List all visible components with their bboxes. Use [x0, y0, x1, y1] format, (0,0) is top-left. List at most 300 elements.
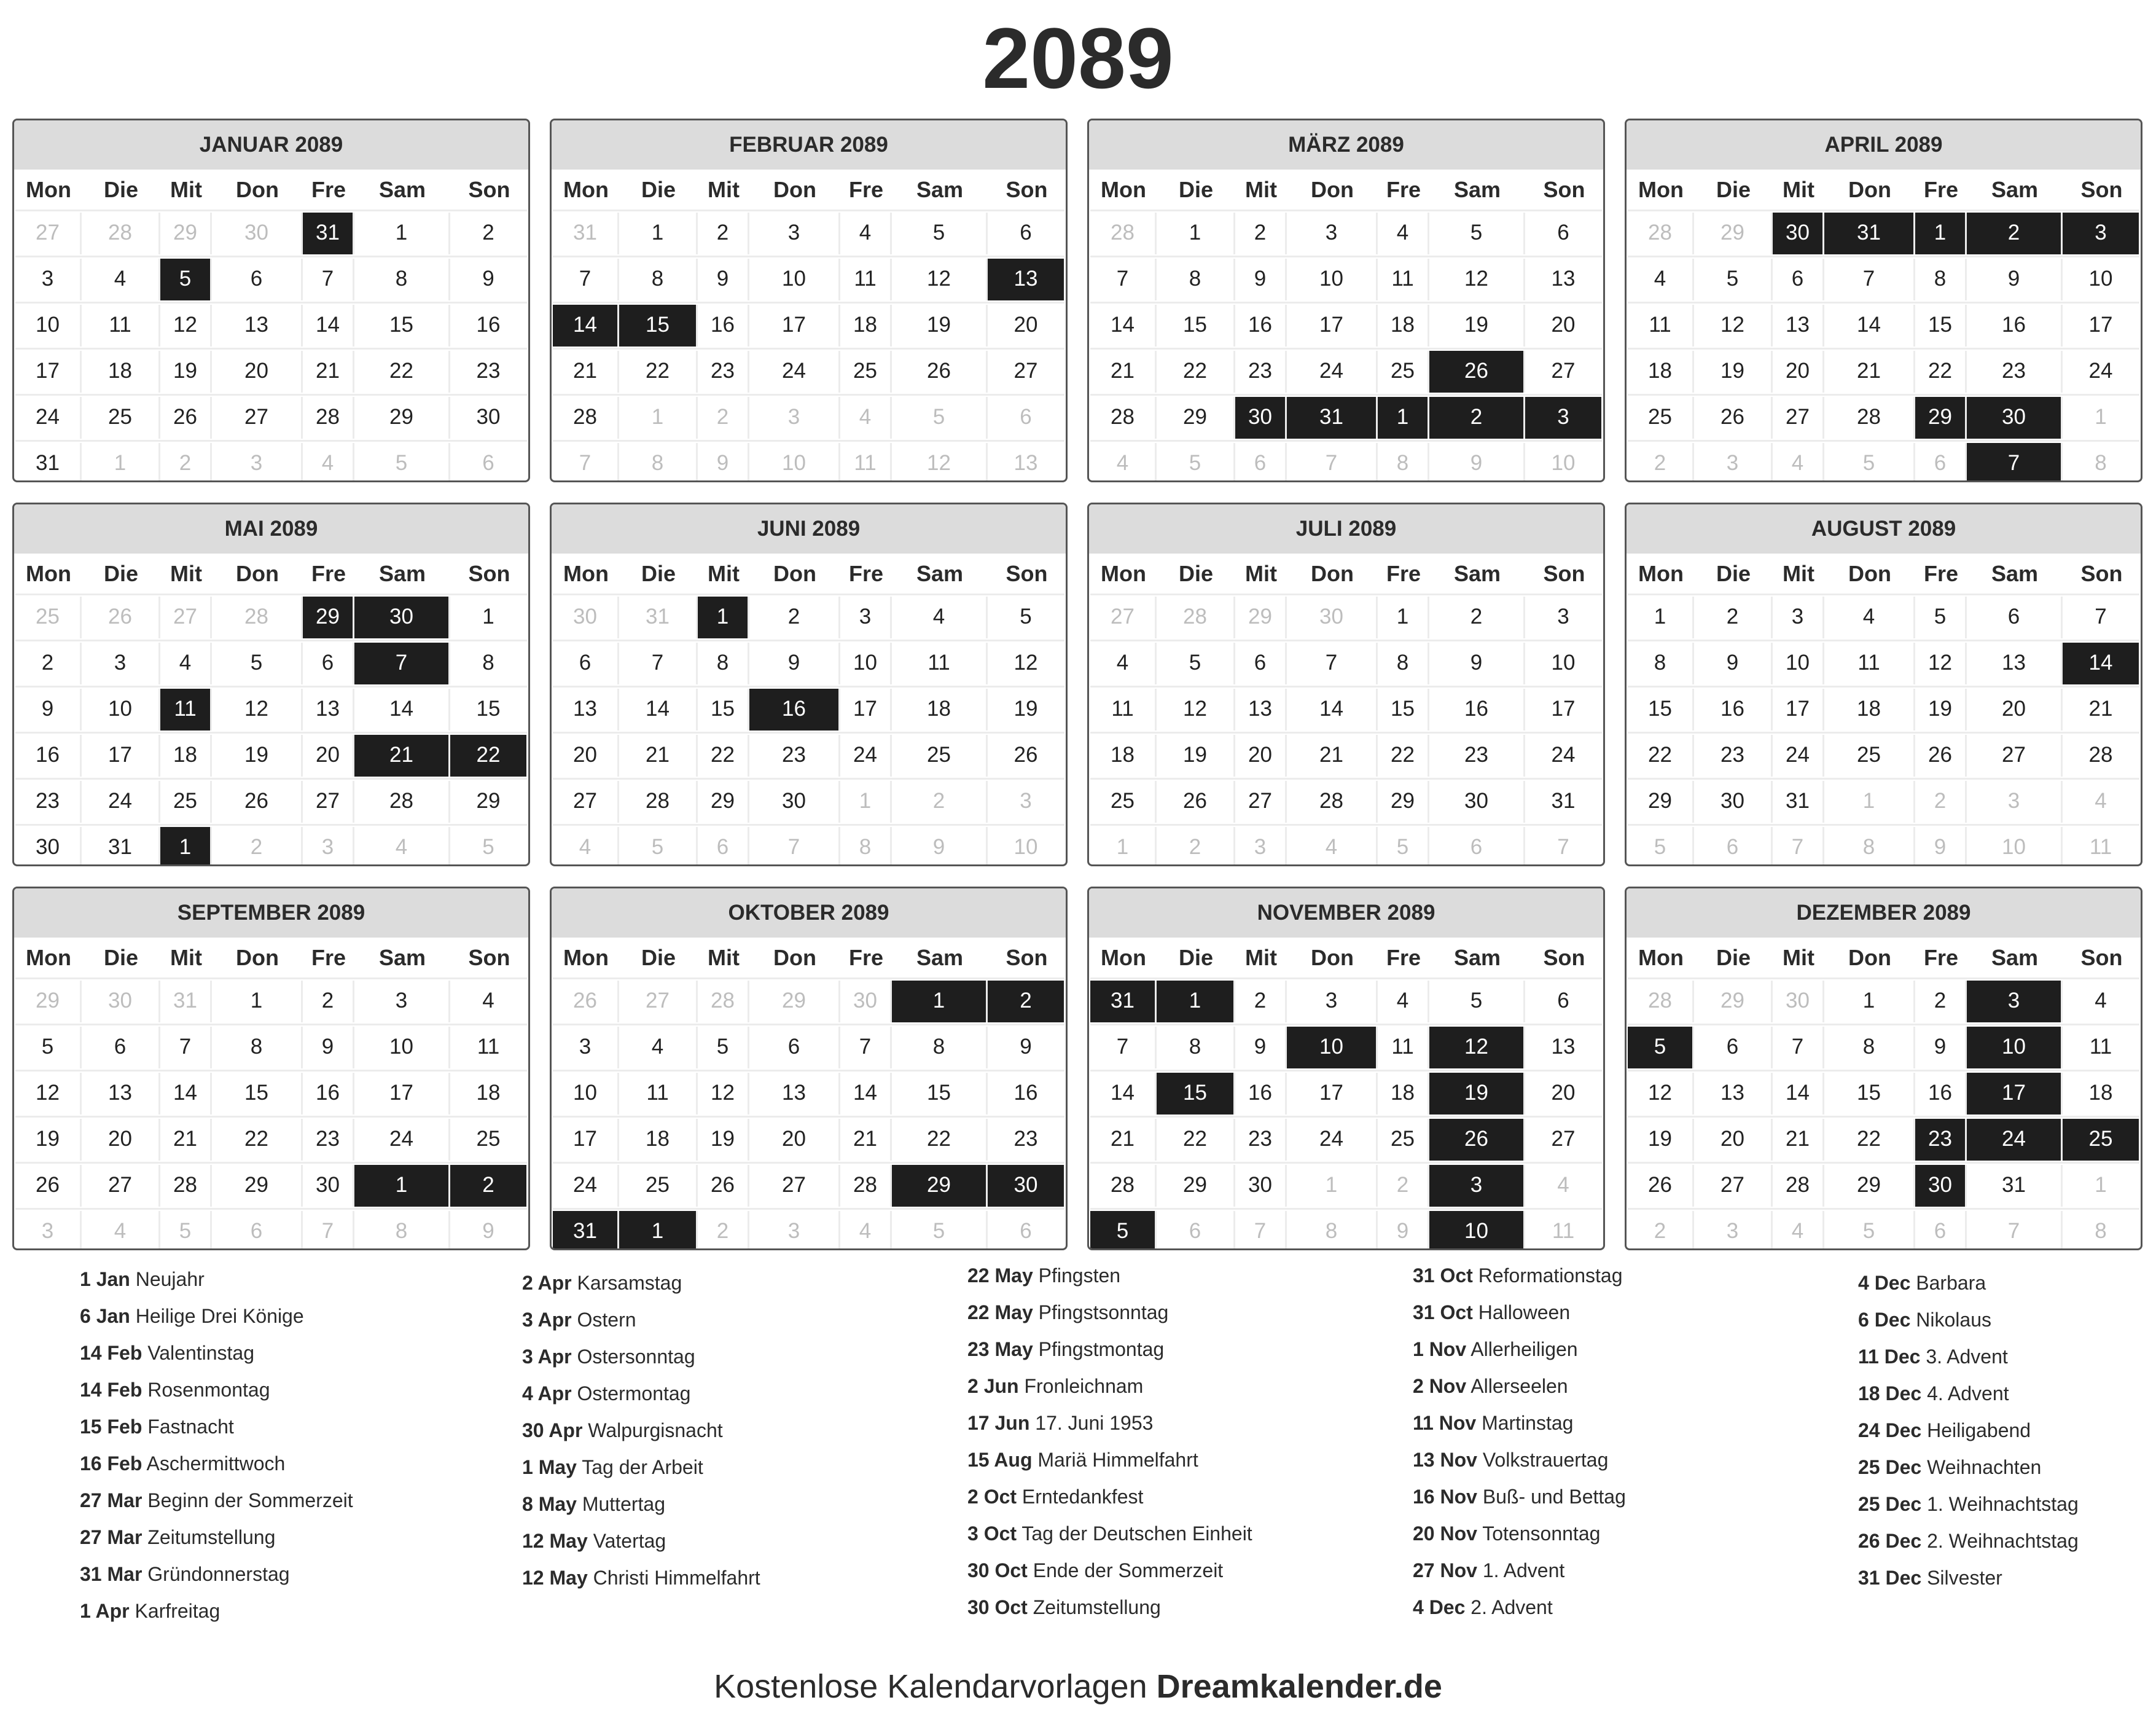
day-cell: 7 [1557, 835, 1569, 859]
holiday-item [1413, 1257, 1830, 1294]
day-cell: 28 [2088, 743, 2113, 767]
footer-text: Kostenlose Kalendarvorlagen [714, 1668, 1147, 1705]
day-cell: 12 [1628, 1073, 1692, 1115]
day-cell: 14 [160, 1073, 210, 1115]
day-cell: 29 [160, 213, 210, 254]
holiday-date: 3 Apr [522, 1309, 572, 1331]
day-cell-highlighted: 5 [1628, 1027, 1692, 1068]
day-cell: 2 [1915, 781, 1965, 823]
day-cell: 20 [1014, 313, 1038, 337]
week-row [1628, 1208, 2139, 1250]
day-cell: 29 [749, 981, 838, 1022]
day-cell: 3 [1694, 443, 1771, 482]
holiday-date: 24 Dec [1858, 1419, 1922, 1441]
day-cell: 27 [15, 213, 80, 254]
holiday-item [1413, 1589, 1830, 1626]
day-cell: 8 [698, 643, 748, 684]
day-cell-highlighted: 26 [1429, 351, 1523, 393]
day-cell: 29 [1157, 1165, 1233, 1207]
day-cell: 2 [1235, 213, 1285, 254]
day-cell: 3 [749, 1211, 838, 1250]
week-row [15, 256, 527, 302]
day-cell-highlighted: 2 [450, 1165, 526, 1207]
day-cell: 28 [1773, 1165, 1822, 1207]
day-cell-highlighted: 19 [1429, 1073, 1523, 1115]
holiday-item [1858, 1522, 2156, 1559]
day-cell: 19 [1694, 351, 1771, 393]
holiday-item [522, 1449, 940, 1486]
day-cell: 3 [840, 597, 890, 638]
day-cell: 25 [840, 351, 890, 393]
weekday-label: Mit [170, 560, 202, 586]
day-cell-highlighted: 31 [553, 1211, 617, 1250]
weekday-header-row [1090, 938, 1602, 977]
day-cell: 26 [1628, 1165, 1692, 1207]
weekday-label: Die [103, 560, 139, 586]
weekday-label: Son [1543, 176, 1585, 202]
week-row [553, 778, 1064, 824]
day-cell-highlighted: 30 [1235, 397, 1285, 439]
footer [0, 1665, 2156, 1708]
holiday-name: Barbara [1916, 1272, 1986, 1294]
day-cell: 4 [840, 1211, 890, 1250]
holiday-name: Mariä Himmelfahrt [1037, 1449, 1198, 1471]
holiday-item [522, 1301, 940, 1338]
day-cell: 9 [1915, 827, 1965, 866]
day-cell: 5 [160, 1211, 210, 1250]
week-row [1090, 302, 1602, 348]
day-cell: 10 [82, 689, 158, 731]
weekday-label: Mon [563, 176, 609, 202]
day-cell: 7 [1287, 643, 1376, 684]
day-cell: 14 [354, 689, 448, 731]
day-cell-highlighted: 11 [160, 689, 210, 731]
day-cell: 10 [15, 305, 80, 347]
day-cell: 20 [1551, 1081, 1576, 1105]
holiday-name: Zeitumstellung [147, 1526, 276, 1548]
week-row [1090, 1162, 1602, 1208]
weekday-label: Don [236, 560, 279, 586]
day-cell: 8 [212, 1027, 301, 1068]
holiday-item [522, 1559, 940, 1596]
holiday-name: 3. Advent [1926, 1346, 2008, 1368]
week-row [1628, 1116, 2139, 1162]
holiday-date: 27 Mar [80, 1526, 143, 1548]
day-cell: 24 [15, 397, 80, 439]
day-cell: 27 [160, 597, 210, 638]
month-calendar [1087, 119, 1605, 482]
day-cell: 1 [354, 213, 448, 254]
holiday-name: Karfreitag [135, 1600, 221, 1622]
weekday-label: Die [1178, 176, 1214, 202]
week-row [553, 394, 1064, 440]
day-cell: 21 [160, 1119, 210, 1161]
holiday-item [80, 1334, 498, 1371]
day-cell: 1 [2095, 1173, 2107, 1197]
day-cell: 27 [1090, 597, 1155, 638]
day-cell: 4 [1628, 259, 1692, 300]
weekday-label: Sam [916, 560, 964, 586]
day-cell: 15 [1628, 689, 1692, 731]
day-cell: 4 [840, 213, 890, 254]
weekday-label: Son [1543, 560, 1585, 586]
day-cell: 10 [1287, 259, 1376, 300]
day-cell: 19 [160, 351, 210, 393]
day-cell: 25 [1378, 1119, 1428, 1161]
holiday-name: Ostersonntag [577, 1346, 695, 1368]
day-cell: 2 [303, 981, 353, 1022]
day-cell: 1 [1090, 827, 1155, 866]
weekday-header-row [553, 554, 1064, 594]
holiday-item [1858, 1559, 2156, 1596]
day-cell: 23 [1967, 351, 2061, 393]
holiday-item [1413, 1478, 1830, 1515]
day-cell: 22 [354, 351, 448, 393]
day-cell: 8 [1824, 1027, 1913, 1068]
day-cell: 10 [840, 643, 890, 684]
day-cell: 6 [1235, 643, 1285, 684]
day-cell: 8 [1628, 643, 1692, 684]
holiday-date: 14 Feb [80, 1342, 143, 1364]
holiday-date: 17 Jun [967, 1412, 1030, 1434]
holiday-date: 27 Nov [1413, 1559, 1477, 1581]
day-cell-highlighted: 14 [553, 305, 617, 347]
day-cell: 4 [1378, 213, 1428, 254]
holiday-date: 15 Aug [967, 1449, 1033, 1471]
weekday-label: Die [1716, 176, 1751, 202]
holiday-column [522, 1264, 940, 1596]
day-cell: 27 [1694, 1165, 1771, 1207]
week-row [1090, 256, 1602, 302]
day-cell: 11 [1378, 1027, 1428, 1068]
day-cell: 28 [553, 397, 617, 439]
week-row [553, 979, 1064, 1024]
weekday-label: Son [1006, 944, 1048, 970]
day-cell: 28 [1287, 781, 1376, 823]
holiday-item [80, 1445, 498, 1482]
day-cell: 15 [1915, 305, 1965, 347]
day-cell: 24 [1287, 351, 1376, 393]
holiday-name: Silvester [1927, 1567, 2002, 1589]
holiday-name: Pfingstsonntag [1038, 1301, 1169, 1323]
week-row [15, 1070, 527, 1116]
day-cell-highlighted: 31 [1090, 981, 1155, 1022]
day-cell: 15 [1157, 305, 1233, 347]
day-cell: 13 [1551, 267, 1576, 291]
footer-brand: Dreamkalender.de [1156, 1668, 1442, 1705]
day-cell: 22 [212, 1119, 301, 1161]
day-cell: 11 [2089, 1035, 2112, 1059]
day-cell: 19 [892, 305, 986, 347]
day-cell: 18 [1378, 305, 1428, 347]
day-cell: 17 [1287, 305, 1376, 347]
day-cell: 6 [1020, 405, 1032, 429]
day-cell: 28 [619, 781, 696, 823]
day-cell: 26 [892, 351, 986, 393]
day-cell: 25 [619, 1165, 696, 1207]
day-cell: 21 [619, 735, 696, 777]
holiday-name: 1. Weihnachtstag [1927, 1493, 2079, 1515]
weekday-label: Sam [378, 944, 426, 970]
month-title: OKTOBER 2089 [552, 888, 1066, 938]
week-row [1090, 686, 1602, 732]
day-cell: 2 [1694, 597, 1771, 638]
day-cell: 22 [698, 735, 748, 777]
day-cell: 13 [1235, 689, 1285, 731]
day-cell-highlighted: 29 [892, 1165, 986, 1207]
day-cell: 9 [1235, 259, 1285, 300]
day-cell-highlighted: 1 [698, 597, 748, 638]
day-cell: 18 [892, 689, 986, 731]
week-row [1628, 440, 2139, 482]
day-cell: 2 [1628, 1211, 1692, 1250]
day-cell: 5 [1429, 213, 1523, 254]
weekday-label: Fre [1923, 176, 1959, 202]
day-cell: 24 [1287, 1119, 1376, 1161]
holiday-date: 2 Jun [967, 1375, 1019, 1397]
weekday-label: Mit [170, 176, 202, 202]
day-cell: 6 [1429, 827, 1523, 866]
day-cell: 17 [1773, 689, 1822, 731]
day-cell: 7 [1287, 443, 1376, 482]
day-cell: 19 [1014, 697, 1038, 721]
day-cell: 7 [303, 259, 353, 300]
day-cell: 20 [303, 735, 353, 777]
day-cell: 4 [482, 989, 494, 1013]
month-calendar [1087, 887, 1605, 1250]
month-title: NOVEMBER 2089 [1089, 888, 1603, 938]
day-cell: 26 [1157, 781, 1233, 823]
holiday-item [80, 1556, 498, 1593]
holiday-date: 22 May [967, 1264, 1033, 1287]
weekday-label: Don [1848, 176, 1891, 202]
day-cell: 13 [212, 305, 301, 347]
day-cell: 15 [1824, 1073, 1913, 1115]
weekday-header-row [1628, 170, 2139, 210]
day-cell: 9 [482, 1219, 494, 1243]
day-cell: 4 [303, 443, 353, 482]
day-cell: 18 [1824, 689, 1913, 731]
day-cell: 29 [1824, 1165, 1913, 1207]
holiday-date: 6 Dec [1858, 1309, 1911, 1331]
month-title: MAI 2089 [14, 504, 528, 554]
day-cell: 9 [749, 643, 838, 684]
holiday-name: Karsamstag [577, 1272, 682, 1294]
day-cell: 6 [1773, 259, 1822, 300]
weekday-label: Don [1311, 944, 1354, 970]
holiday-date: 30 Apr [522, 1419, 583, 1441]
day-cell: 15 [1378, 689, 1428, 731]
day-cell: 24 [354, 1119, 448, 1161]
day-cell: 22 [892, 1119, 986, 1161]
week-row [15, 440, 527, 482]
day-cell: 24 [1551, 743, 1576, 767]
week-row [1090, 640, 1602, 686]
holiday-name: Martinstag [1482, 1412, 1574, 1434]
day-cell-highlighted: 10 [1287, 1027, 1376, 1068]
day-cell: 30 [82, 981, 158, 1022]
day-cell: 3 [354, 981, 448, 1022]
weekday-label: Don [236, 176, 279, 202]
day-cell-highlighted: 1 [354, 1165, 448, 1207]
week-row [15, 824, 527, 866]
day-cell: 8 [1157, 1027, 1233, 1068]
day-cell: 20 [553, 735, 617, 777]
holiday-name: 2. Weihnachtstag [1927, 1530, 2079, 1552]
day-cell: 24 [749, 351, 838, 393]
day-cell: 3 [1694, 1211, 1771, 1250]
day-cell: 6 [1915, 443, 1965, 482]
day-cell: 13 [749, 1073, 838, 1115]
day-cell: 12 [892, 259, 986, 300]
day-cell: 2 [160, 443, 210, 482]
day-cell: 2 [1915, 981, 1965, 1022]
day-cell-highlighted: 30 [1967, 397, 2061, 439]
day-cell: 13 [1967, 643, 2061, 684]
day-cell: 20 [1694, 1119, 1771, 1161]
day-cell: 28 [160, 1165, 210, 1207]
day-cell: 11 [1628, 305, 1692, 347]
day-cell-highlighted: 17 [1967, 1073, 2061, 1115]
month-calendar [550, 503, 1068, 866]
weekday-header-row [15, 938, 527, 977]
week-row [1090, 778, 1602, 824]
day-cell: 8 [2095, 1219, 2107, 1243]
day-cell: 13 [303, 689, 353, 731]
holiday-item [80, 1261, 498, 1298]
day-cell: 25 [160, 781, 210, 823]
weekday-label: Son [2080, 560, 2123, 586]
day-cell: 31 [82, 827, 158, 866]
day-cell: 8 [892, 1027, 986, 1068]
day-cell: 28 [1824, 397, 1913, 439]
day-cell: 16 [1915, 1073, 1965, 1115]
month-calendar [1625, 887, 2142, 1250]
day-cell-highlighted: 23 [1915, 1119, 1965, 1161]
holiday-item [967, 1441, 1385, 1478]
day-cell: 5 [698, 1027, 748, 1068]
day-cell: 6 [553, 643, 617, 684]
calendar-grid [12, 119, 2144, 1250]
day-cell: 3 [1235, 827, 1285, 866]
weekday-label: Die [641, 944, 676, 970]
day-cell: 27 [212, 397, 301, 439]
day-cell-highlighted: 29 [1915, 397, 1965, 439]
holiday-date: 25 Dec [1858, 1456, 1922, 1478]
holiday-item [1858, 1486, 2156, 1522]
day-cell: 5 [15, 1027, 80, 1068]
day-cell: 5 [1429, 981, 1523, 1022]
day-cell-highlighted: 15 [619, 305, 696, 347]
day-cell: 22 [1157, 1119, 1233, 1161]
day-cell-highlighted: 31 [303, 213, 353, 254]
day-cell: 29 [476, 789, 501, 813]
day-cell: 12 [160, 305, 210, 347]
day-cell: 10 [354, 1027, 448, 1068]
day-cell: 20 [749, 1119, 838, 1161]
day-cell-highlighted: 26 [1429, 1119, 1523, 1161]
holiday-date: 16 Nov [1413, 1486, 1477, 1508]
day-cell: 3 [212, 443, 301, 482]
day-cell: 30 [1235, 1165, 1285, 1207]
day-cell: 2 [749, 597, 838, 638]
day-cell: 8 [619, 259, 696, 300]
day-cell-highlighted: 5 [160, 259, 210, 300]
day-cell: 30 [212, 213, 301, 254]
holiday-date: 2 Apr [522, 1272, 572, 1294]
weekday-label: Sam [916, 176, 964, 202]
day-cell: 27 [1967, 735, 2061, 777]
day-cell: 22 [1628, 735, 1692, 777]
holiday-date: 11 Nov [1413, 1412, 1477, 1434]
day-cell: 9 [1694, 643, 1771, 684]
day-cell: 22 [1378, 735, 1428, 777]
week-row [1628, 348, 2139, 394]
day-cell: 24 [82, 781, 158, 823]
weekday-label: Mit [170, 944, 202, 970]
holiday-item [1858, 1338, 2156, 1375]
day-cell-highlighted: 1 [892, 981, 986, 1022]
week-row [553, 440, 1064, 482]
day-cell: 3 [553, 1027, 617, 1068]
day-cell: 6 [698, 827, 748, 866]
day-cell: 8 [354, 1211, 448, 1250]
day-cell: 6 [1557, 989, 1569, 1013]
week-row [553, 302, 1064, 348]
day-cell: 30 [1429, 781, 1523, 823]
month-calendar [1087, 503, 1605, 866]
day-cell: 20 [1551, 313, 1576, 337]
day-cell: 9 [698, 259, 748, 300]
week-row [15, 732, 527, 778]
day-cell: 11 [619, 1073, 696, 1115]
holiday-item [967, 1405, 1385, 1441]
day-cell: 7 [2095, 605, 2107, 629]
day-cell: 5 [892, 397, 986, 439]
weekday-header-row [1628, 554, 2139, 594]
holiday-date: 31 Oct [1413, 1264, 1473, 1287]
day-cell: 1 [1824, 981, 1913, 1022]
holiday-item [967, 1368, 1385, 1405]
week-row [15, 348, 527, 394]
day-cell: 28 [1090, 397, 1155, 439]
day-cell: 1 [1157, 213, 1233, 254]
day-cell: 9 [1429, 443, 1523, 482]
weekday-label: Mit [708, 560, 740, 586]
week-row [1628, 1024, 2139, 1070]
holiday-name: Volkstrauertag [1482, 1449, 1609, 1471]
day-cell: 28 [212, 597, 301, 638]
day-cell-highlighted: 3 [1525, 397, 1601, 439]
day-cell: 8 [1287, 1211, 1376, 1250]
day-cell: 23 [1235, 351, 1285, 393]
holiday-item [522, 1486, 940, 1522]
week-row [15, 686, 527, 732]
weekday-label: Son [2080, 176, 2123, 202]
day-cell: 30 [553, 597, 617, 638]
day-cell: 25 [476, 1127, 501, 1151]
holiday-date: 26 Dec [1858, 1530, 1922, 1552]
holiday-item [967, 1552, 1385, 1589]
day-cell: 7 [303, 1211, 353, 1250]
month-calendar [12, 887, 530, 1250]
holiday-name: Aschermittwoch [146, 1452, 286, 1475]
day-cell: 1 [1378, 597, 1428, 638]
day-cell: 17 [553, 1119, 617, 1161]
holiday-item [967, 1294, 1385, 1331]
day-cell: 17 [354, 1073, 448, 1115]
day-cell: 11 [1824, 643, 1913, 684]
